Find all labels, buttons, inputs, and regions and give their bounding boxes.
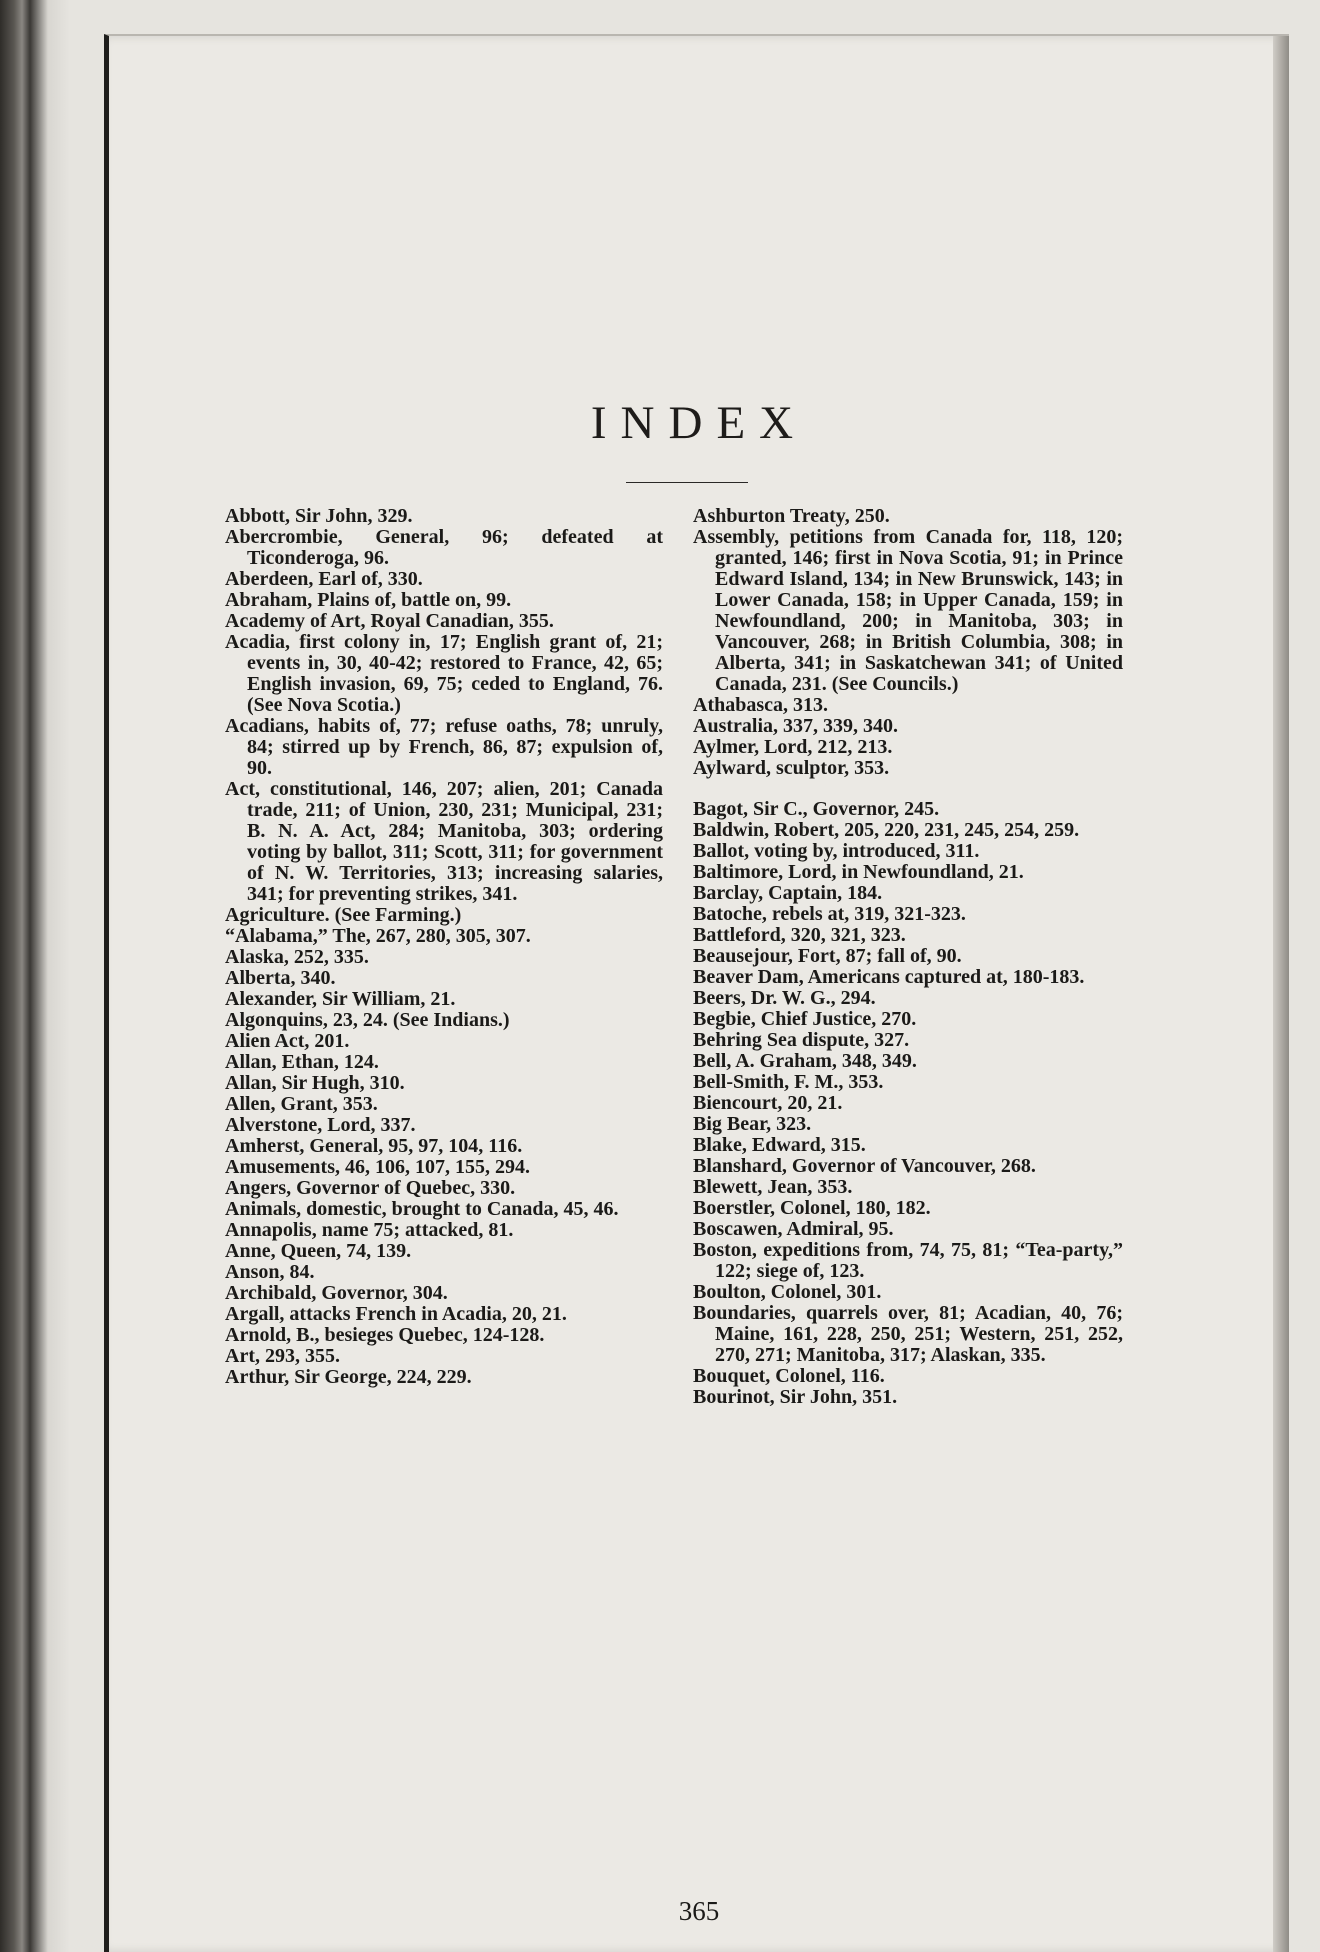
page-title: INDEX	[590, 397, 808, 449]
index-entry: “Alabama,” The, 267, 280, 305, 307.	[225, 925, 531, 947]
index-entry: Allan, Ethan, 124.	[225, 1051, 379, 1073]
index-entry: Bouquet, Colonel, 116.	[693, 1365, 885, 1387]
index-entry: Agriculture. (See Farming.)	[225, 904, 462, 926]
index-entry: Alberta, 340.	[225, 967, 336, 989]
index-entry: Blanshard, Governor of Vancouver, 268.	[693, 1155, 1036, 1177]
index-entry: Bell, A. Graham, 348, 349.	[693, 1050, 917, 1072]
index-entry: Blake, Edward, 315.	[693, 1134, 866, 1156]
title-rule	[626, 482, 748, 483]
index-entry: Boundaries, quarrels over, 81; Acadian, 40, 76; Maine, 161, 228, 250, 251; Western, 251, 252, 270, 271; Manitoba, 317; Alaskan, 335.	[693, 1302, 1123, 1366]
index-entry: Athabasca, 313.	[693, 694, 829, 716]
index-entry: Big Bear, 323.	[693, 1113, 812, 1135]
index-entry: Archibald, Governor, 304.	[225, 1282, 448, 1304]
index-entry: Abbott, Sir John, 329.	[225, 505, 413, 527]
page-number: 365	[678, 1896, 720, 1926]
index-entry: Anson, 84.	[225, 1261, 315, 1283]
book-page	[104, 34, 1289, 1952]
index-entry: Begbie, Chief Justice, 270.	[693, 1008, 917, 1030]
page-edge	[1273, 36, 1289, 1952]
index-entry: Act, constitutional, 146, 207; alien, 201; Canada trade, 211; of Union, 230, 231; Municipal, 231; B. N. A. Act, 284; Manitoba, 303; ordering voting by ballot, 311; Scott, 311; for government of N. W. Territories, 313; increasing salaries, 341; for preventing strikes, 341.	[225, 778, 663, 905]
index-entry: Behring Sea dispute, 327.	[693, 1029, 910, 1051]
index-entry: Beers, Dr. W. G., 294.	[693, 987, 876, 1009]
index-entry: Bagot, Sir C., Governor, 245.	[693, 798, 940, 820]
index-entry: Beaver Dam, Americans captured at, 180-183.	[693, 966, 1085, 988]
index-entry: Academy of Art, Royal Canadian, 355.	[225, 610, 554, 632]
index-entry: Ballot, voting by, introduced, 311.	[693, 840, 980, 862]
index-entry: Abraham, Plains of, battle on, 99.	[225, 589, 512, 611]
index-entry: Batoche, rebels at, 319, 321-323.	[693, 903, 966, 925]
index-entry: Aberdeen, Earl of, 330.	[225, 568, 423, 590]
index-entry: Abercrombie, General, 96; defeated at Ticonderoga, 96.	[225, 526, 663, 569]
index-entry: Angers, Governor of Quebec, 330.	[225, 1177, 516, 1199]
index-entry: Alaska, 252, 335.	[225, 946, 369, 968]
index-entry: Alverstone, Lord, 337.	[225, 1114, 416, 1136]
index-entry: Boscawen, Admiral, 95.	[693, 1218, 894, 1240]
index-column-left	[225, 506, 663, 1388]
index-entry: Arnold, B., besieges Quebec, 124-128.	[225, 1324, 545, 1346]
index-entry: Boulton, Colonel, 301.	[693, 1281, 882, 1303]
index-entry: Animals, domestic, brought to Canada, 45, 46.	[225, 1198, 619, 1220]
index-entry: Boston, expeditions from, 74, 75, 81; “Tea-party,” 122; siege of, 123.	[693, 1239, 1123, 1282]
index-entry: Bourinot, Sir John, 351.	[693, 1386, 898, 1408]
index-entry: Baltimore, Lord, in Newfoundland, 21.	[693, 861, 1024, 883]
index-entry: Ashburton Treaty, 250.	[693, 505, 890, 527]
index-entry: Assembly, petitions from Canada for, 118, 120; granted, 146; first in Nova Scotia, 91; in Prince Edward Island, 134; in New Brunswick, 143; in Lower Canada, 158; in Upper Canada, 159; in Newfoundland, 200; in Manitoba, 303; in Vancouver, 268; in British Columbia, 308; in Alberta, 341; in Saskatchewan 341; of United Canada, 231. (See Councils.)	[693, 526, 1123, 695]
index-entry: Boerstler, Colonel, 180, 182.	[693, 1197, 931, 1219]
index-entry: Argall, attacks French in Acadia, 20, 21.	[225, 1303, 567, 1325]
index-entry: Acadians, habits of, 77; refuse oaths, 78; unruly, 84; stirred up by French, 86, 87; expulsion of, 90.	[225, 715, 663, 779]
index-entry: Arthur, Sir George, 224, 229.	[225, 1366, 472, 1388]
index-entry: Allen, Grant, 353.	[225, 1093, 378, 1115]
index-entry: Acadia, first colony in, 17; English grant of, 21; events in, 30, 40-42; restored to France, 42, 65; English invasion, 69, 75; ceded to England, 76. (See Nova Scotia.)	[225, 631, 663, 716]
index-entry: Biencourt, 20, 21.	[693, 1092, 843, 1114]
index-entry: Art, 293, 355.	[225, 1345, 340, 1367]
index-entry: Aylmer, Lord, 212, 213.	[693, 736, 893, 758]
index-entry: Algonquins, 23, 24. (See Indians.)	[225, 1009, 510, 1031]
index-entry: Bell-Smith, F. M., 353.	[693, 1071, 884, 1093]
index-entry: Battleford, 320, 321, 323.	[693, 924, 906, 946]
index-column-right	[693, 506, 1123, 1408]
index-entry: Annapolis, name 75; attacked, 81.	[225, 1219, 514, 1241]
index-entry: Beausejour, Fort, 87; fall of, 90.	[693, 945, 962, 967]
index-entry: Amherst, General, 95, 97, 104, 116.	[225, 1135, 523, 1157]
index-entry: Blewett, Jean, 353.	[693, 1176, 853, 1198]
index-entry: Aylward, sculptor, 353.	[693, 757, 890, 779]
index-entry: Alien Act, 201.	[225, 1030, 350, 1052]
index-entry: Alexander, Sir William, 21.	[225, 988, 456, 1010]
index-entry: Barclay, Captain, 184.	[693, 882, 883, 904]
index-entry: Australia, 337, 339, 340.	[693, 715, 898, 737]
index-entry: Baldwin, Robert, 205, 220, 231, 245, 254, 259.	[693, 819, 1080, 841]
index-entry: Allan, Sir Hugh, 310.	[225, 1072, 405, 1094]
index-entry: Amusements, 46, 106, 107, 155, 294.	[225, 1156, 530, 1178]
index-entry: Anne, Queen, 74, 139.	[225, 1240, 412, 1262]
